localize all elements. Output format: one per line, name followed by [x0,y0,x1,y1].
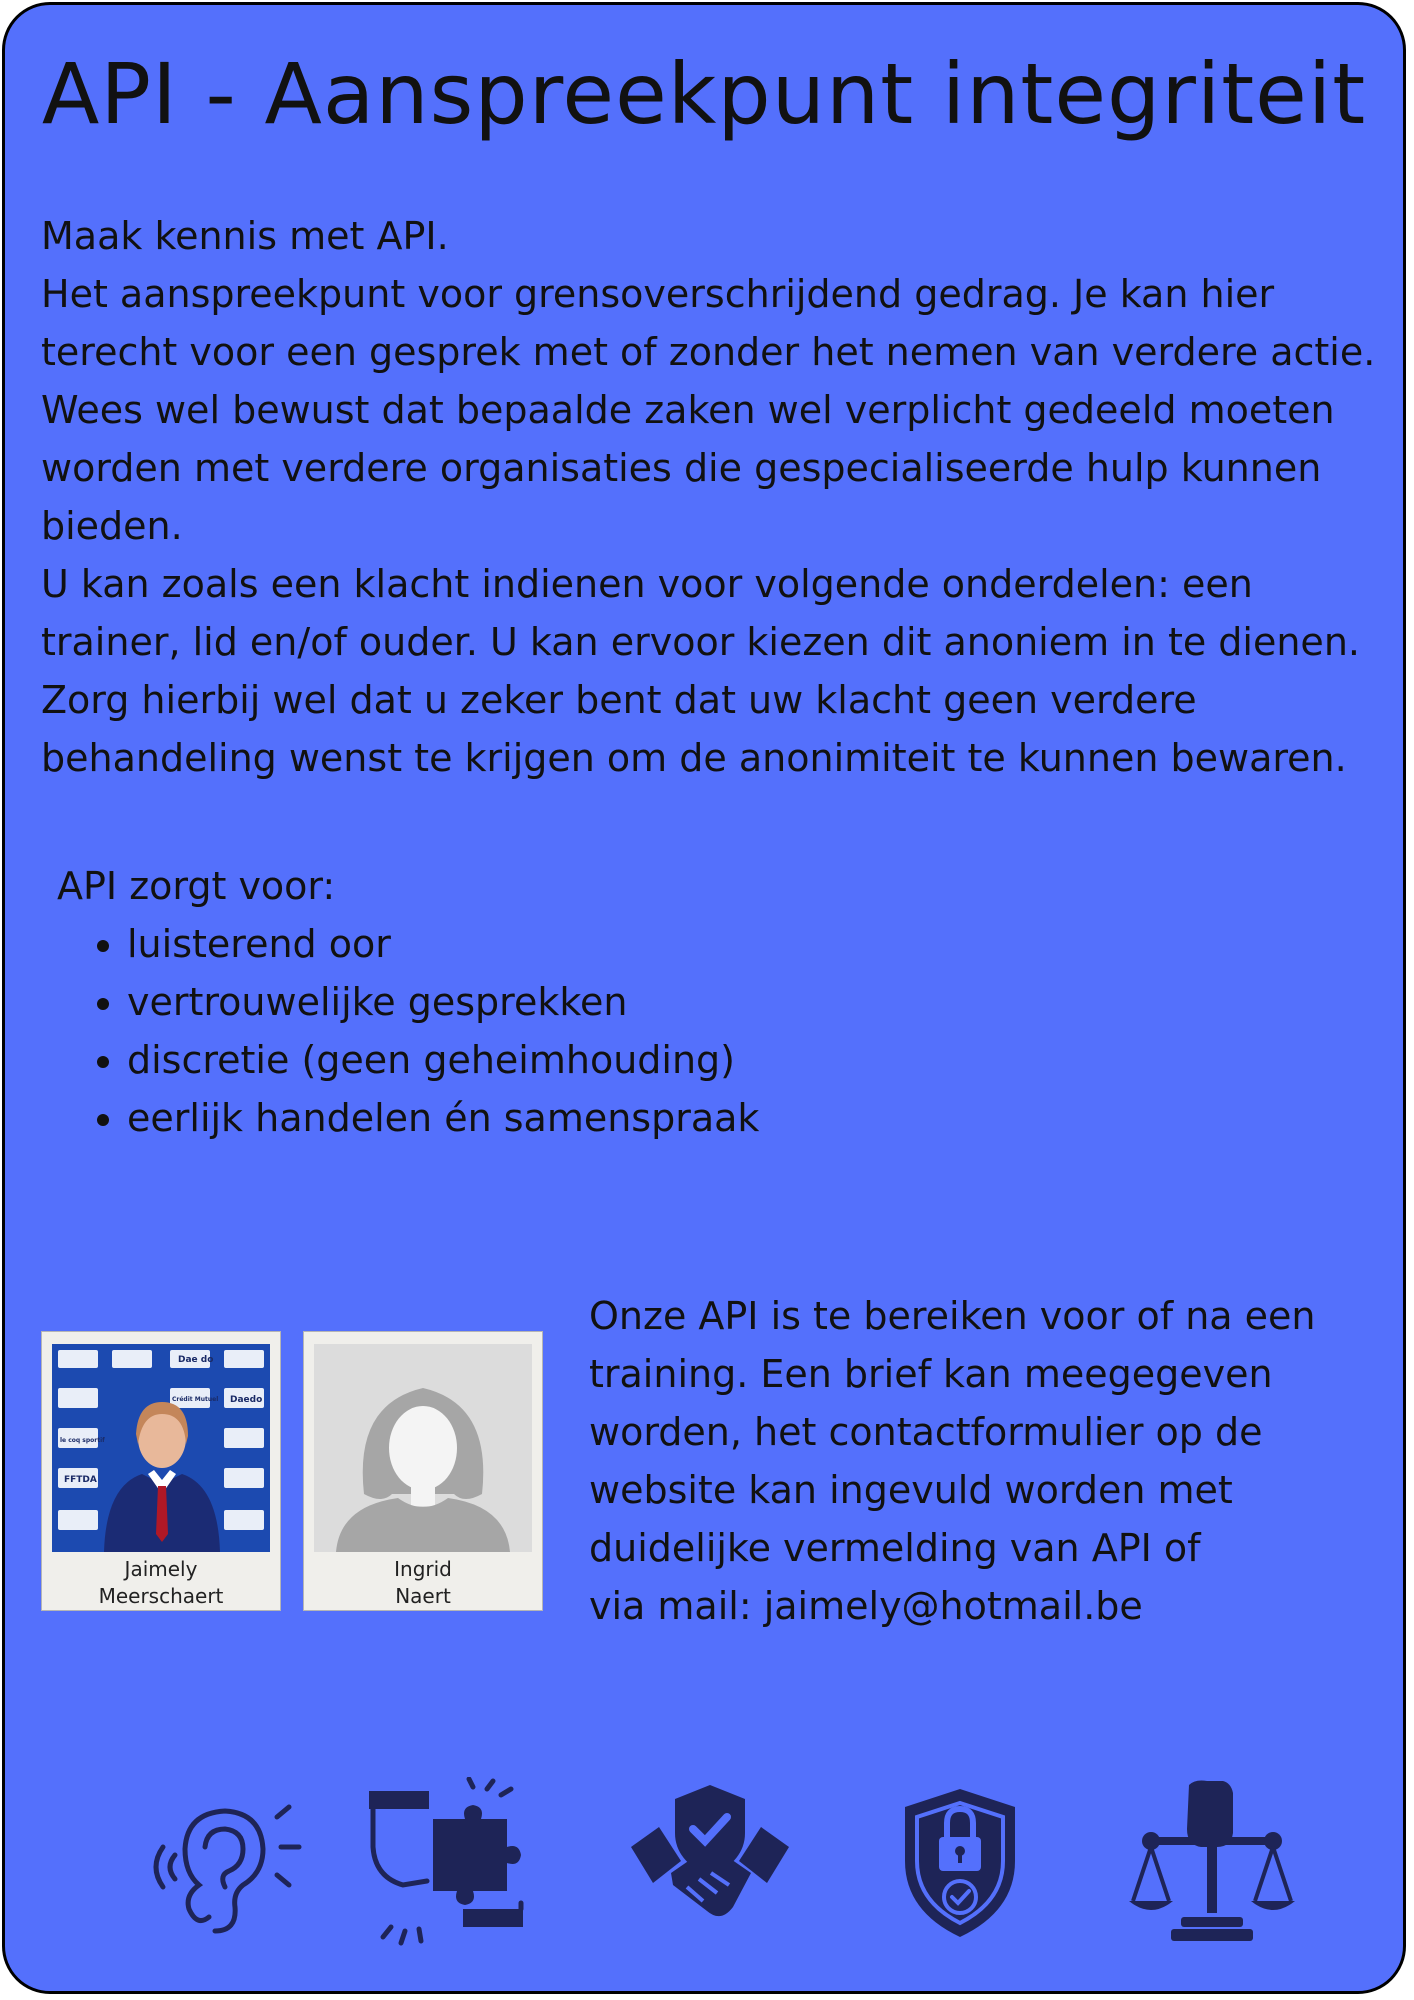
photo-card-ingrid [303,1331,543,1611]
photo-jaimely [52,1344,270,1552]
intro-section [41,207,1381,787]
intro-line-1: Maak kennis met API. [41,214,449,258]
list-item: • vertrouwelijke gesprekken [127,973,759,1031]
person-first-name: Jaimely [124,1557,198,1581]
list-item: • discretie (geen geheimhouding) [127,1031,759,1089]
list-item: • eerlijk handelen én samenspraak [127,1089,759,1147]
photo-caption-ingrid [304,1556,542,1610]
avatar-placeholder [314,1344,532,1552]
intro-line-3: U kan zoals een klacht indienen voor volgende onderdelen: een trainer, lid en/of ouder. U kan ervoor kiezen dit anoniem in te dienen. Zorg hierbij wel dat u zeker bent dat uw klacht geen verdere behandeling wenst te krijgen om de anonimiteit te kunnen bewaren. [41,562,1360,780]
list-item: • luisterend oor [127,915,759,973]
lock-shield-icon [875,1777,1045,1947]
person-last-name: Naert [395,1584,451,1608]
backdrop-logo-daedo-2: Daedo [230,1395,263,1405]
person-last-name: Meerschaert [98,1584,224,1608]
contact-text: Onze API is te bereiken voor of na een training. Een brief kan meegegeven worden, het contactformulier op de website kan ingevuld worden met duidelijke vermelding van API of [589,1294,1316,1570]
poster-card [2,2,1406,1994]
contact-section [589,1287,1349,1635]
photo-caption-jaimely [42,1556,280,1610]
backdrop-logo-daedo-1: Dae do [178,1355,214,1365]
provides-section [57,857,759,1147]
provides-heading: API zorgt voor: [57,864,336,908]
backdrop-logo-fftda: FFTDA [64,1475,97,1485]
justice-scale-icon [1127,1777,1297,1947]
backdrop-logo-credit-mutuel: Crédit Mutuel [172,1396,219,1403]
puzzle-hands-icon [361,1777,531,1947]
handshake-shield-icon [625,1777,795,1947]
provides-list [57,915,759,1147]
backdrop-logo-le-coq-sportif: le coq sportif [60,1437,105,1444]
page-title: API - Aanspreekpunt integriteit [41,45,1367,143]
intro-line-2: Het aanspreekpunt voor grensoverschrijdend gedrag. Je kan hier terecht voor een gesprek met of zonder het nemen van verdere actie. Wees wel bewust dat bepaalde zaken wel verplicht gedeeld moeten worden met verdere organisaties die gespecialiseerde hulp kunnen bieden. [41,272,1376,548]
person-first-name: Ingrid [394,1557,452,1581]
ear-icon [139,1777,309,1947]
contact-mail: via mail: jaimely@hotmail.be [589,1584,1143,1628]
photo-card-jaimely [41,1331,281,1611]
